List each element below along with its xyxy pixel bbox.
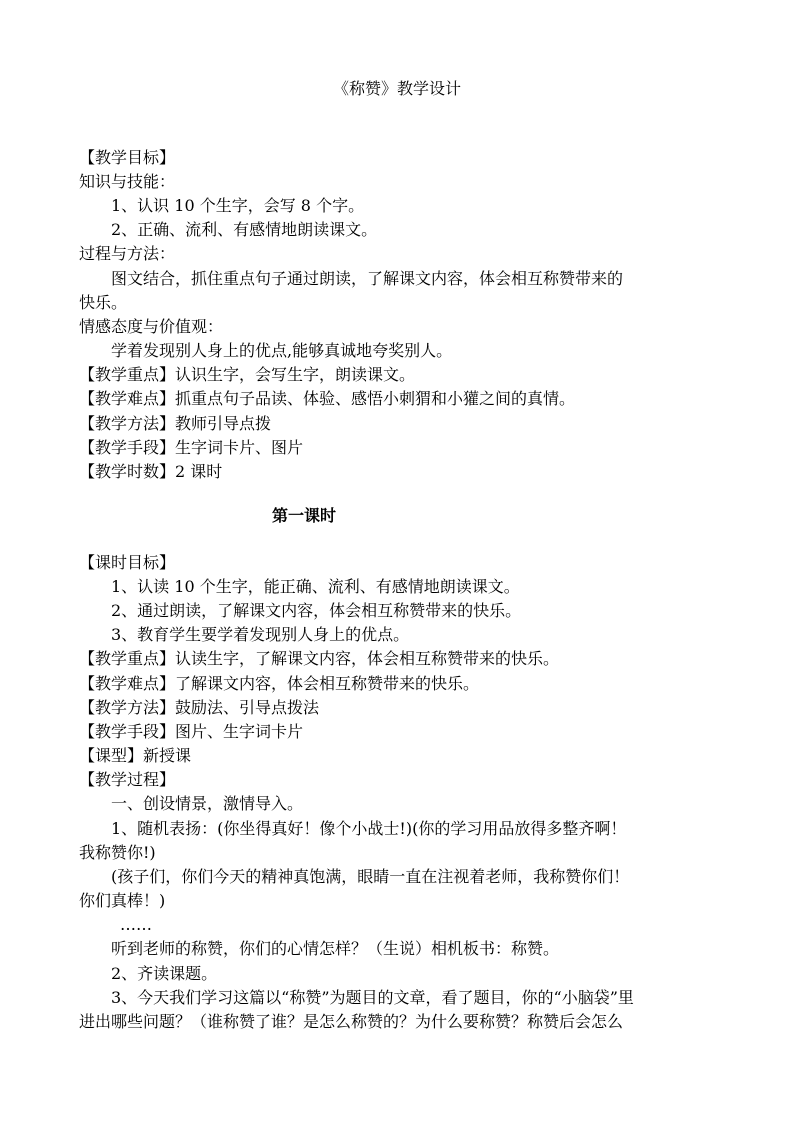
lesson-goal-2: 2、通过朗读，了解课文内容，体会相互称赞带来的快乐。	[111, 601, 522, 620]
knowledge-heading: 知识与技能：	[79, 172, 176, 191]
lesson-title: 第一课时	[272, 506, 337, 525]
knowledge-item-2: 2、正确、流利、有感情地朗读课文。	[111, 220, 378, 239]
read-title-line: 2、齐读课题。	[111, 964, 218, 983]
praise-line-2: 我称赞你!)	[79, 843, 156, 862]
teaching-process-heading: 【教学过程】	[79, 770, 176, 789]
teaching-tools: 【教学手段】生字词卡片、图片	[79, 438, 304, 457]
hear-praise-line: 听到老师的称赞，你们的心情怎样？（生说）相机板书：称赞。	[111, 939, 560, 958]
teaching-goals-heading: 【教学目标】	[79, 148, 176, 167]
praise-line-1: 1、随机表扬：(你坐得真好！像个小战士!)(你的学习用品放得多整齐啊！	[111, 819, 627, 838]
lesson-goals-heading: 【课时目标】	[79, 553, 176, 572]
lesson-goal-3: 3、教育学生要学着发现别人身上的优点。	[111, 625, 410, 644]
teaching-methods: 【教学方法】教师引导点拨	[79, 414, 272, 433]
lesson-key-points: 【教学重点】认读生字，了解课文内容，体会相互称赞带来的快乐。	[79, 649, 560, 668]
lesson-methods: 【教学方法】鼓励法、引导点拨法	[79, 698, 320, 717]
process-text-line-2: 快乐。	[79, 293, 128, 312]
question-line-1: 3、今天我们学习这篇以“称赞”为题目的文章，看了题目，你的“小脑袋”里	[111, 988, 634, 1007]
lesson-type: 【课型】新授课	[79, 746, 192, 765]
process-heading: 过程与方法：	[79, 244, 176, 263]
lesson-difficulties: 【教学难点】了解课文内容，体会相互称赞带来的快乐。	[79, 674, 480, 693]
difficulties: 【教学难点】抓重点句子品读、体验、感悟小刺猬和小獾之间的真情。	[79, 389, 576, 408]
kids-line-2: 你们真棒！)	[79, 891, 166, 910]
question-line-2: 进出哪些问题？（谁称赞了谁？是怎么称赞的？为什么要称赞？称赞后会怎么	[79, 1012, 624, 1031]
emotion-heading: 情感态度与价值观：	[79, 317, 224, 336]
key-points: 【教学重点】认识生字，会写生字，朗读课文。	[79, 365, 416, 384]
process-text-line-1: 图文结合，抓住重点句子通过朗读，了解课文内容，体会相互称赞带来的	[111, 269, 624, 288]
teaching-hours: 【教学时数】2 课时	[79, 462, 223, 481]
lesson-goal-1: 1、认读 10 个生字，能正确、流利、有感情地朗读课文。	[111, 577, 520, 596]
ellipsis: ……	[120, 915, 152, 934]
process-step-1: 一、创设情景，激情导入。	[111, 794, 304, 813]
emotion-text: 学着发现别人身上的优点,能够真诚地夸奖别人。	[111, 341, 453, 360]
document-title: 《称赞》教学设计	[332, 79, 461, 98]
lesson-tools: 【教学手段】图片、生字词卡片	[79, 722, 304, 741]
knowledge-item-1: 1、认识 10 个生字，会写 8 个字。	[111, 196, 365, 215]
kids-line-1: (孩子们，你们今天的精神真饱满，眼睛一直在注视着老师，我称赞你们！	[111, 867, 630, 886]
